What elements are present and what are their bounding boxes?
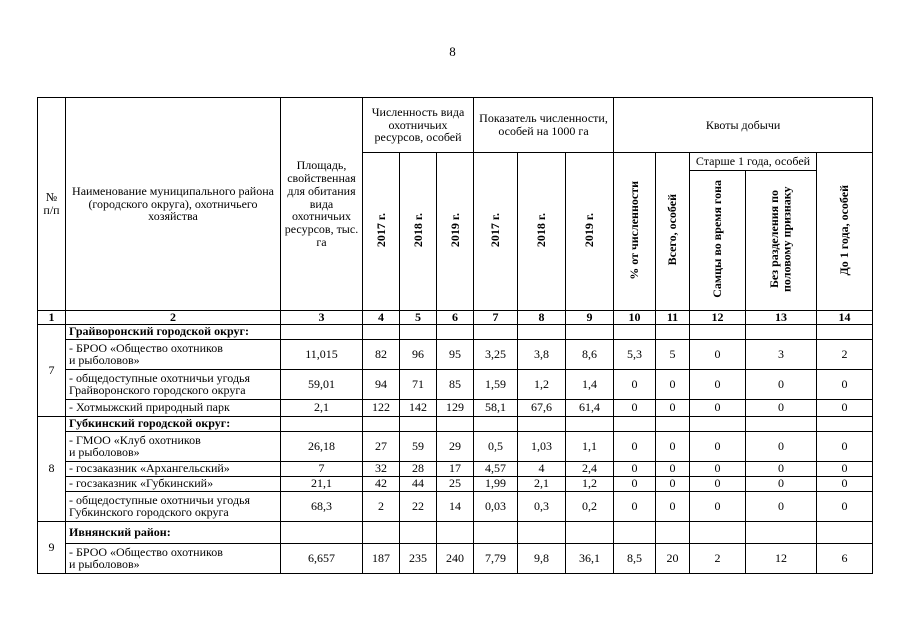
males-rut-cell: 0 [690,431,746,461]
under-one-year-cell: 0 [817,399,873,416]
entity-name-cell: - общедоступные охотничьи угодья Губкинского городского округа [66,491,281,521]
group-index: 8 [38,416,66,521]
area-cell: 7 [281,461,363,476]
empty-cell [400,324,437,339]
under-one-year-cell: 0 [817,431,873,461]
density-2019-cell: 1,4 [566,369,614,399]
total-cell: 20 [656,543,690,573]
group-index: 9 [38,521,66,573]
table-row [38,399,873,416]
column-number: 9 [566,310,614,324]
empty-cell [281,521,363,543]
under-one-year-cell: 6 [817,543,873,573]
males-rut-cell: 0 [690,476,746,491]
pct-cell: 0 [614,491,656,521]
under-one-year-cell: 0 [817,476,873,491]
density-2019-cell: 0,2 [566,491,614,521]
total-cell: 0 [656,476,690,491]
pct-cell: 0 [614,476,656,491]
column-number-row [38,310,873,324]
header-name: Наименование муниципального района (городского округа), охотничьего хозяйства [66,98,281,311]
column-number: 6 [437,310,474,324]
density-2018-cell: 2,1 [518,476,566,491]
density-2018-cell: 4 [518,461,566,476]
empty-cell [614,416,656,431]
table-row [38,339,873,369]
density-2019-cell: 1,1 [566,431,614,461]
group-title: Грайворонский городской округ: [66,324,281,339]
density-2018-cell: 1,03 [518,431,566,461]
empty-cell [281,324,363,339]
no-sex-split-cell: 0 [746,491,817,521]
empty-cell [690,521,746,543]
group-row [38,324,873,339]
pop-2019-cell: 17 [437,461,474,476]
column-number: 5 [400,310,437,324]
column-number: 4 [363,310,400,324]
area-cell: 6,657 [281,543,363,573]
pop-2017-cell: 82 [363,339,400,369]
table-row [38,431,873,461]
empty-cell [474,324,518,339]
pop-2018-cell: 44 [400,476,437,491]
header-no-sex-split: Без разделения по половому признаку [746,171,817,311]
empty-cell [656,416,690,431]
total-cell: 0 [656,491,690,521]
area-cell: 2,1 [281,399,363,416]
pct-cell: 0 [614,369,656,399]
group-index: 7 [38,324,66,416]
area-cell: 68,3 [281,491,363,521]
column-number: 1 [38,310,66,324]
header-index: № п/п [38,98,66,311]
empty-cell [566,324,614,339]
header-density-2018: 2018 г. [518,153,566,311]
no-sex-split-cell: 0 [746,369,817,399]
empty-cell [614,521,656,543]
column-number: 3 [281,310,363,324]
entity-name-cell: - общедоступные охотничьи угодья Грайворонского городского округа [66,369,281,399]
pop-2018-cell: 59 [400,431,437,461]
under-one-year-cell: 0 [817,369,873,399]
density-2017-cell: 1,99 [474,476,518,491]
density-2018-cell: 3,8 [518,339,566,369]
empty-cell [518,416,566,431]
table-row [38,491,873,521]
pct-cell: 0 [614,431,656,461]
empty-cell [400,521,437,543]
empty-cell [474,521,518,543]
table-row [38,476,873,491]
males-rut-cell: 2 [690,543,746,573]
no-sex-split-cell: 12 [746,543,817,573]
under-one-year-cell: 0 [817,461,873,476]
column-number: 13 [746,310,817,324]
empty-cell [656,324,690,339]
empty-cell [363,416,400,431]
group-title: Ивнянский район: [66,521,281,543]
total-cell: 5 [656,339,690,369]
empty-cell [474,416,518,431]
header-pop-2017: 2017 г. [363,153,400,311]
pop-2018-cell: 22 [400,491,437,521]
pop-2017-cell: 122 [363,399,400,416]
area-cell: 59,01 [281,369,363,399]
density-2019-cell: 8,6 [566,339,614,369]
group-row [38,416,873,431]
header-total: Всего, особей [656,153,690,311]
pop-2017-cell: 187 [363,543,400,573]
empty-cell [614,324,656,339]
header-pop-2018: 2018 г. [400,153,437,311]
empty-cell [817,324,873,339]
pop-2019-cell: 25 [437,476,474,491]
empty-cell [690,324,746,339]
header-males-rut: Самцы во время гона [690,171,746,311]
pop-2019-cell: 129 [437,399,474,416]
density-2019-cell: 1,2 [566,476,614,491]
density-2017-cell: 7,79 [474,543,518,573]
entity-name-cell: - БРОО «Общество охотников и рыболовов» [66,543,281,573]
pop-2019-cell: 29 [437,431,474,461]
empty-cell [281,416,363,431]
pop-2018-cell: 71 [400,369,437,399]
header-density-2019: 2019 г. [566,153,614,311]
entity-name-cell: - госзаказник «Губкинский» [66,476,281,491]
pop-2017-cell: 2 [363,491,400,521]
entity-name-cell: - Хотмыжский природный парк [66,399,281,416]
empty-cell [690,416,746,431]
pop-2018-cell: 28 [400,461,437,476]
density-2018-cell: 67,6 [518,399,566,416]
pop-2017-cell: 32 [363,461,400,476]
density-2017-cell: 0,03 [474,491,518,521]
no-sex-split-cell: 3 [746,339,817,369]
empty-cell [518,521,566,543]
pop-2018-cell: 96 [400,339,437,369]
header-density-2017: 2017 г. [474,153,518,311]
header-population: Численность вида охотничьих ресурсов, особей [363,98,474,153]
density-2018-cell: 9,8 [518,543,566,573]
table-body [38,324,873,573]
area-cell: 11,015 [281,339,363,369]
pop-2017-cell: 27 [363,431,400,461]
density-2019-cell: 2,4 [566,461,614,476]
column-number: 12 [690,310,746,324]
empty-cell [437,416,474,431]
no-sex-split-cell: 0 [746,476,817,491]
males-rut-cell: 0 [690,399,746,416]
density-2017-cell: 4,57 [474,461,518,476]
empty-cell [566,521,614,543]
column-number: 10 [614,310,656,324]
density-2018-cell: 0,3 [518,491,566,521]
empty-cell [363,324,400,339]
density-2017-cell: 3,25 [474,339,518,369]
pct-cell: 0 [614,461,656,476]
pop-2019-cell: 95 [437,339,474,369]
density-2019-cell: 36,1 [566,543,614,573]
empty-cell [656,521,690,543]
density-2019-cell: 61,4 [566,399,614,416]
pct-cell: 5,3 [614,339,656,369]
pct-cell: 0 [614,399,656,416]
empty-cell [400,416,437,431]
hunting-quota-table [37,97,873,574]
pop-2019-cell: 14 [437,491,474,521]
density-2017-cell: 58,1 [474,399,518,416]
column-number: 11 [656,310,690,324]
total-cell: 0 [656,461,690,476]
table-row [38,461,873,476]
page-number: 8 [449,44,456,59]
column-number: 7 [474,310,518,324]
entity-name-cell: - ГМОО «Клуб охотников и рыболовов» [66,431,281,461]
header-density: Показатель численности, особей на 1000 га [474,98,614,153]
empty-cell [363,521,400,543]
pop-2017-cell: 42 [363,476,400,491]
empty-cell [746,416,817,431]
pct-cell: 8,5 [614,543,656,573]
header-pop-2019: 2019 г. [437,153,474,311]
pop-2019-cell: 85 [437,369,474,399]
no-sex-split-cell: 0 [746,461,817,476]
empty-cell [566,416,614,431]
area-cell: 26,18 [281,431,363,461]
header-pct: % от численности [614,153,656,311]
under-one-year-cell: 2 [817,339,873,369]
total-cell: 0 [656,369,690,399]
column-number: 2 [66,310,281,324]
density-2017-cell: 0,5 [474,431,518,461]
pop-2018-cell: 142 [400,399,437,416]
density-2017-cell: 1,59 [474,369,518,399]
total-cell: 0 [656,399,690,416]
group-title: Губкинский городской округ: [66,416,281,431]
pop-2017-cell: 94 [363,369,400,399]
empty-cell [518,324,566,339]
empty-cell [437,324,474,339]
entity-name-cell: - БРОО «Общество охотников и рыболовов» [66,339,281,369]
total-cell: 0 [656,431,690,461]
table-header [38,98,873,325]
pop-2019-cell: 240 [437,543,474,573]
table-row [38,543,873,573]
empty-cell [817,521,873,543]
header-quotas: Квоты добычи [614,98,873,153]
no-sex-split-cell: 0 [746,431,817,461]
column-number: 14 [817,310,873,324]
table-row [38,369,873,399]
header-under-one-year: До 1 года, особей [817,153,873,311]
males-rut-cell: 0 [690,491,746,521]
males-rut-cell: 0 [690,369,746,399]
males-rut-cell: 0 [690,461,746,476]
column-number: 8 [518,310,566,324]
group-row [38,521,873,543]
empty-cell [437,521,474,543]
empty-cell [817,416,873,431]
under-one-year-cell: 0 [817,491,873,521]
header-over-one-year: Старше 1 года, особей [690,153,817,171]
no-sex-split-cell: 0 [746,399,817,416]
entity-name-cell: - госзаказник «Архангельский» [66,461,281,476]
header-area: Площадь, свойственная для обитания вида охотничьих ресурсов, тыс. га [281,98,363,311]
empty-cell [746,324,817,339]
males-rut-cell: 0 [690,339,746,369]
density-2018-cell: 1,2 [518,369,566,399]
area-cell: 21,1 [281,476,363,491]
empty-cell [746,521,817,543]
pop-2018-cell: 235 [400,543,437,573]
